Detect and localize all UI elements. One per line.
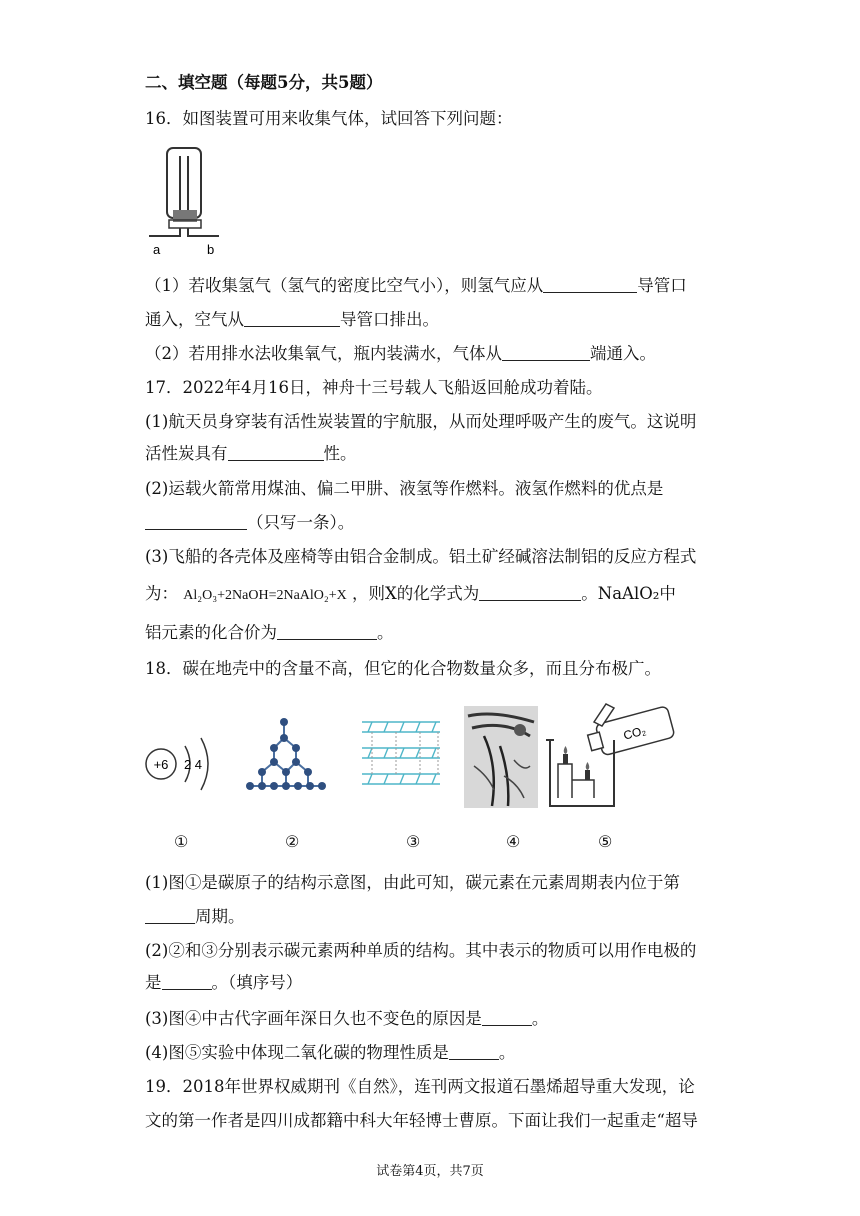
q18-part1-line2: 周期。 bbox=[145, 906, 245, 928]
q19-line1: 19．2018年世界权威期刊《自然》，连刊两文报道石墨烯超导重大发现，论 bbox=[145, 1077, 695, 1096]
q17-stem: 17．2022年4月16日，神舟十三号载人飞船返回舱成功着陆。 bbox=[145, 378, 603, 397]
q17-part1-line2: 活性炭具有 性。 bbox=[145, 444, 357, 463]
answer-blank-3[interactable] bbox=[502, 344, 590, 361]
label-a: a bbox=[153, 242, 161, 257]
figure-number-1: ① bbox=[174, 832, 189, 851]
electron-shells: 2 4 bbox=[183, 757, 203, 772]
label-b: b bbox=[207, 242, 215, 257]
diamond-structure-figure bbox=[238, 714, 332, 796]
graphite-structure-figure bbox=[358, 714, 444, 794]
answer-blank-5[interactable] bbox=[145, 513, 247, 530]
answer-blank-2[interactable] bbox=[244, 310, 340, 327]
answer-blank-9[interactable] bbox=[162, 973, 212, 990]
q16-stem: 16．如图装置可用来收集气体，试回答下列问题： bbox=[145, 109, 513, 128]
q18-stem: 18．碳在地壳中的含量不高，但它的化合物数量众多，而且分布极广。 bbox=[145, 659, 661, 678]
q16-part1-line2: 通入，空气从 导管口排出。 bbox=[145, 310, 439, 329]
ancient-painting-figure bbox=[464, 706, 538, 808]
q18-part2-line1: (2)②和③分别表示碳元素两种单质的结构。其中表示的物质可以用作电极的 bbox=[145, 941, 697, 960]
q17-part3-line3: 铝元素的化合价为 。 bbox=[145, 623, 394, 642]
q17-part3-line2: 为： Al₂O₃+2NaOH=2NaAlO₂+X ，则X的化学式为 。NaAlO₂中 bbox=[145, 584, 676, 603]
answer-blank-1[interactable] bbox=[543, 276, 637, 293]
q19-line2: 文的第一作者是四川成都籍中科大年轻博士曹原。下面让我们一起重走“超导 bbox=[145, 1111, 698, 1130]
q16-part2: （2）若用排水法收集氧气，瓶内装满水，气体从 端通入。 bbox=[145, 344, 656, 363]
q16-part1-line1: （1）若收集氢气（氢气的密度比空气小），则氢气应从 导管口 bbox=[145, 276, 687, 295]
co2-candle-experiment-figure bbox=[528, 700, 678, 812]
answer-blank-10[interactable] bbox=[482, 1009, 532, 1026]
q17-part1-line1: (1)航天员身穿装有活性炭装置的宇航服，从而处理呼吸产生的废气。这说明 bbox=[145, 412, 697, 431]
q18-part4: (4)图⑤实验中体现二氧化碳的物理性质是 。 bbox=[145, 1043, 516, 1062]
figure-number-5: ⑤ bbox=[598, 832, 613, 851]
q18-part1-line1: (1)图①是碳原子的结构示意图，由此可知，碳元素在元素周期表内位于第 bbox=[145, 873, 680, 892]
reaction-equation: Al₂O₃+2NaOH=2NaAlO₂+X bbox=[183, 588, 347, 603]
q17-part3-line1: (3)飞船的各壳体及座椅等由铝合金制成。铝土矿经碱溶法制铝的反应方程式 bbox=[145, 547, 697, 566]
co2-label: CO₂ bbox=[621, 723, 648, 743]
figure-number-2: ② bbox=[285, 832, 300, 851]
answer-blank-8[interactable] bbox=[145, 907, 195, 924]
carbon-atom-structure-figure bbox=[143, 728, 223, 814]
q17-part2-line2: （只写一条）。 bbox=[145, 512, 354, 534]
figure-number-4: ④ bbox=[506, 832, 521, 851]
answer-blank-4[interactable] bbox=[228, 444, 324, 461]
nucleus-charge: +6 bbox=[153, 757, 169, 772]
gas-collection-bottle-figure bbox=[143, 142, 223, 260]
page-footer: 试卷第4页，共7页 bbox=[376, 1164, 484, 1179]
q18-part3: (3)图④中古代字画年深日久也不变色的原因是 。 bbox=[145, 1009, 549, 1028]
section-title: 二、填空题（每题5分，共5题） bbox=[145, 73, 383, 92]
q17-part2-line1: (2)运载火箭常用煤油、偏二甲肼、液氢等作燃料。液氢作燃料的优点是 bbox=[145, 479, 664, 498]
answer-blank-6[interactable] bbox=[479, 584, 581, 601]
q18-part2-line2: 是 。（填序号） bbox=[145, 973, 303, 992]
figure-number-3: ③ bbox=[406, 832, 421, 851]
answer-blank-7[interactable] bbox=[277, 623, 377, 640]
answer-blank-11[interactable] bbox=[449, 1043, 499, 1060]
